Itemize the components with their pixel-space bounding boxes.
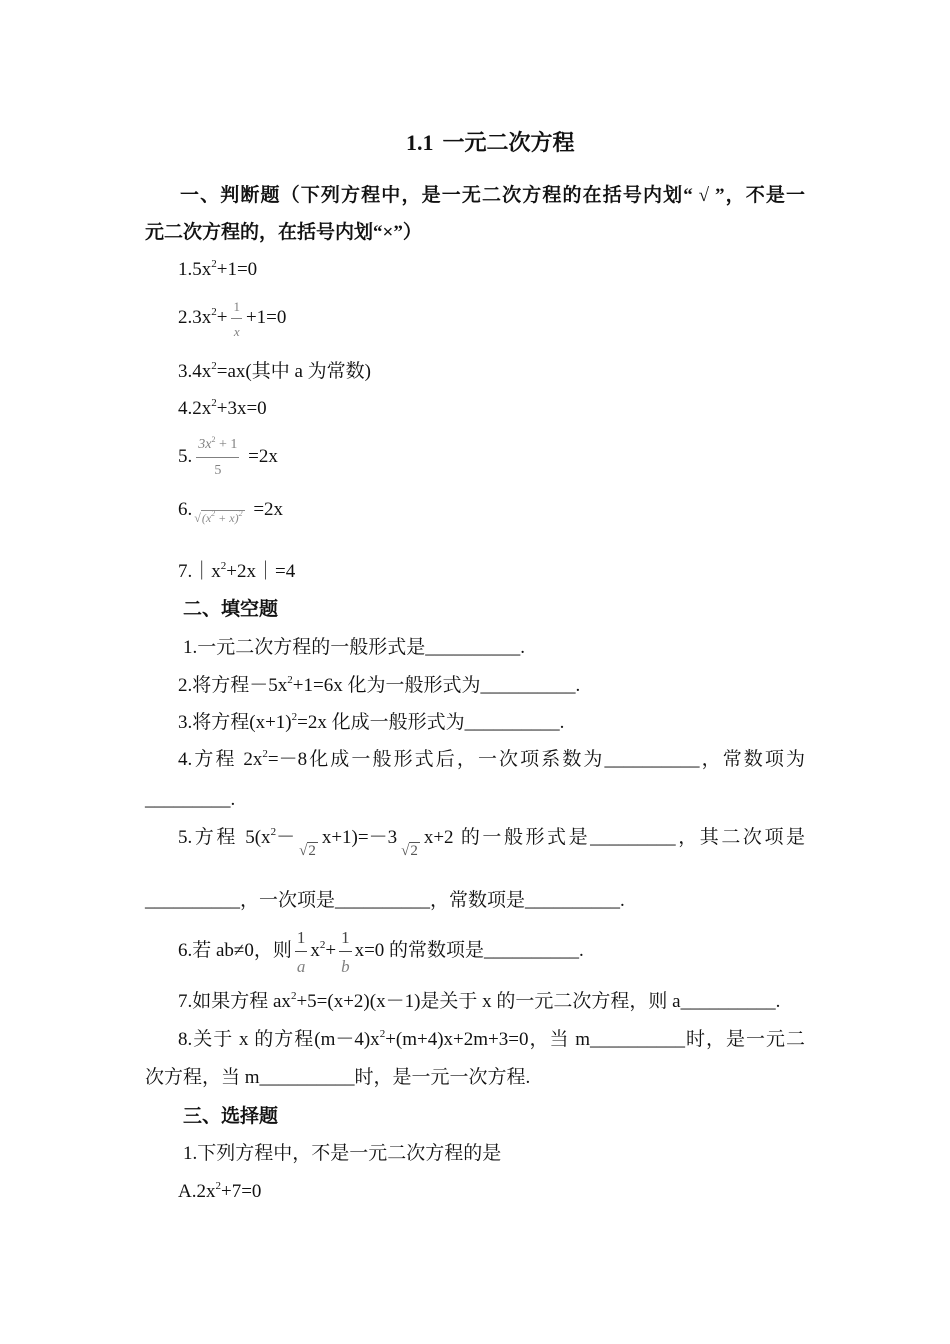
fraction-numerator: 1 — [295, 929, 308, 952]
superscript: 2 — [319, 939, 326, 951]
item-text: + — [216, 307, 228, 328]
fraction-numerator: 1 — [231, 300, 242, 319]
page-title — [406, 129, 575, 157]
item-text: 7.｜x — [178, 561, 221, 582]
option-text: A.2x — [178, 1181, 216, 1202]
title-text: 一元二次方程 — [442, 130, 575, 155]
item-text: x=0 的常数项是__________. — [354, 940, 584, 961]
radicand: 2 — [308, 843, 316, 859]
judge-item-7 — [178, 560, 295, 584]
fraction-numerator: 1 — [339, 929, 352, 952]
section3-heading: 三、选择题 — [183, 1106, 279, 1127]
item-text: +2x｜=4 — [226, 561, 296, 582]
item-text: 4.2x — [178, 398, 212, 419]
item-text: x+2 的一般形式是_________，其二次项是 — [423, 827, 806, 848]
fill-item-1: 1.一元二次方程的一般形式是__________. — [183, 637, 526, 658]
item-text: 2.3x — [178, 307, 212, 328]
superscript: 2 — [220, 560, 227, 572]
item-text: =2x — [248, 499, 284, 520]
item-text: 3.4x — [178, 361, 212, 382]
item-text: 3.将方程(x+1) — [178, 712, 292, 733]
item-text: 6.若 ab≠0，则 — [178, 940, 292, 961]
item-text: 7.如果方程 ax — [178, 991, 291, 1012]
superscript: 2 — [291, 711, 298, 723]
fraction-numerator — [196, 434, 239, 458]
judge-item-2 — [178, 298, 287, 339]
radicand-term: (x — [201, 511, 212, 525]
item-text: =ax(其中 a 为常数) — [216, 361, 371, 382]
choice-option-a — [178, 1180, 261, 1204]
radical — [401, 842, 420, 859]
fill-item-5-line1 — [178, 826, 806, 859]
superscript: 2 — [238, 509, 243, 518]
fraction-denominator: 5 — [214, 462, 222, 478]
fraction-denominator: x — [233, 323, 240, 339]
item-text: +3x=0 — [216, 398, 267, 419]
item-text: － — [276, 827, 296, 848]
radical-sign: √ — [401, 843, 410, 859]
item-text: 4.方程 2x — [178, 749, 263, 770]
judge-item-5 — [178, 434, 278, 478]
superscript: 2 — [211, 360, 217, 372]
superscript: 2 — [290, 990, 297, 1002]
numerator-term: 3x — [198, 436, 212, 452]
superscript: 2 — [211, 434, 216, 444]
item-text: x+1)=－3 — [321, 827, 398, 848]
radicand — [201, 510, 245, 524]
radicand-term: + x) — [215, 511, 239, 525]
fill-item-8-line2: 次方程，当 m__________时，是一元一次方程. — [145, 1067, 531, 1088]
item-text: +(m+4)x+2m+3=0，当 m__________时，是一元二 — [385, 1029, 805, 1050]
fill-item-7 — [178, 990, 780, 1014]
item-text: +5=(x+2)(x－1)是关于 x 的一元二次方程，则 a__________. — [296, 991, 781, 1012]
superscript: 2 — [379, 1028, 386, 1040]
fraction — [295, 929, 308, 975]
superscript: 2 — [287, 674, 293, 686]
option-text: +7=0 — [220, 1181, 262, 1202]
section1-heading-line1: 一、判断题（下列方程中，是一无二次方程的在括号内划“ √ ”，不是一 — [180, 185, 805, 206]
fill-item-6 — [178, 927, 584, 976]
fill-item-4-line2: _________. — [145, 789, 236, 810]
radical-sign: √ — [194, 511, 201, 525]
fraction — [339, 929, 352, 975]
section2-heading: 二、填空题 — [183, 599, 279, 620]
numerator-term: + 1 — [215, 436, 238, 452]
superscript: 2 — [215, 1180, 221, 1192]
item-text: =－8化成一般形式后，一次项系数为__________，常数项为 — [267, 749, 805, 770]
fill-item-4-line1 — [178, 748, 805, 772]
item-text: +1=0 — [216, 259, 258, 280]
item-text: =2x — [243, 446, 278, 467]
superscript: 2 — [262, 748, 268, 760]
item-text: 5. — [178, 446, 193, 467]
superscript: 2 — [211, 397, 217, 409]
judge-item-6 — [178, 498, 284, 525]
item-text: +1=6x 化为一般形式为__________. — [292, 675, 581, 696]
item-text: 1.5x — [178, 259, 212, 280]
fill-item-2 — [178, 674, 580, 698]
judge-item-3 — [178, 360, 371, 384]
item-text: + — [325, 940, 337, 961]
item-text: +1=0 — [245, 307, 287, 328]
superscript: 2 — [211, 258, 217, 270]
choice-item-1: 1.下列方程中，不是一元二次方程的是 — [183, 1143, 502, 1164]
judge-item-1 — [178, 258, 257, 282]
item-text: =2x 化成一般形式为__________. — [297, 712, 565, 733]
fill-item-3 — [178, 711, 564, 735]
fill-item-5-line2: __________，一次项是__________，常数项是__________. — [145, 890, 625, 911]
superscript: 2 — [211, 509, 216, 518]
radical — [299, 842, 318, 859]
item-text: 8.关于 x 的方程(m－4)x — [178, 1029, 380, 1050]
radical — [194, 510, 244, 524]
item-text: 2.将方程－5x — [178, 675, 288, 696]
item-text: 5.方程 5(x — [178, 827, 271, 848]
judge-item-4 — [178, 397, 267, 421]
superscript: 2 — [211, 306, 217, 318]
section1-heading-line2: 元二次方程的，在括号内划“×”） — [145, 222, 422, 243]
fraction — [231, 300, 242, 338]
title-number: 1.1 — [406, 130, 434, 155]
fill-item-8-line1 — [178, 1028, 805, 1052]
fraction-denominator: a — [296, 956, 306, 976]
fraction-denominator: b — [341, 956, 350, 976]
item-text: x — [310, 940, 320, 961]
radicand: 2 — [410, 843, 418, 859]
radical-sign: √ — [299, 843, 308, 859]
superscript: 2 — [270, 826, 277, 838]
fraction — [196, 434, 239, 478]
item-text: 6. — [178, 499, 193, 520]
